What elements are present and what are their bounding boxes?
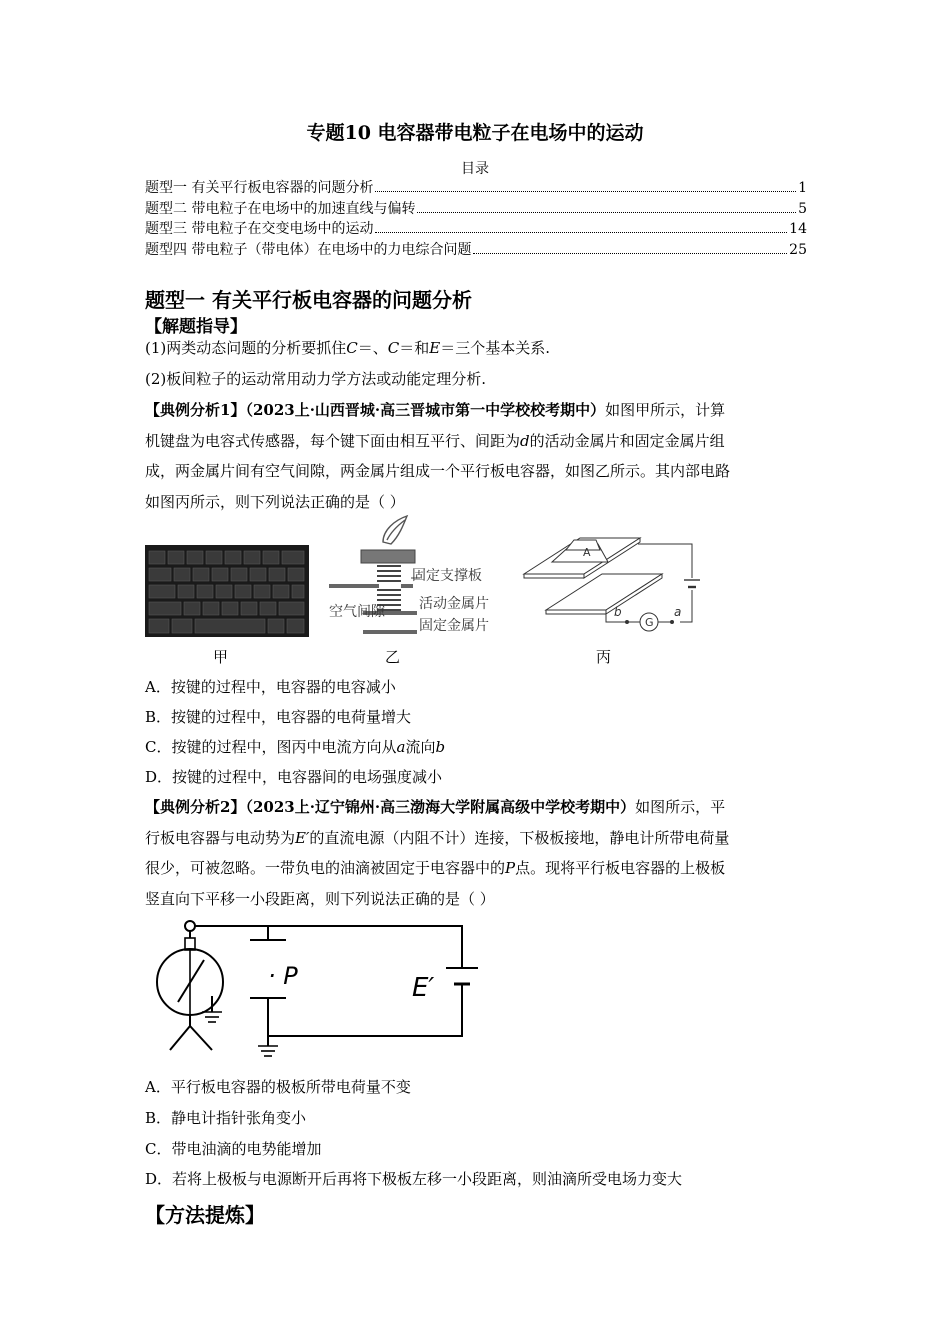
lower-plate xyxy=(546,574,662,610)
section-heading: 题型一 有关平行板电容器的问题分析 xyxy=(145,288,472,312)
option-text: 流向 xyxy=(405,738,436,756)
circuit-wire xyxy=(638,544,692,578)
example2-text-span: 的直流电源（内阻不计）连接，下极板接地，静电计所带电荷量 xyxy=(309,828,730,847)
example1-text-span: 机键盘为电容式传感器，每个键下面由相互平行、间距为 xyxy=(145,431,521,450)
example1-tag: 【典例分析1】 xyxy=(145,401,246,419)
guide-line-2: (2)板间粒子的运动常用动力学方法或动能定理分析. xyxy=(145,370,487,388)
example2-text-span: 行板电容器与电动势为 xyxy=(145,828,296,847)
example2-source: （2023上·辽宁锦州·高三渤海大学附属高级中学校考期中） xyxy=(245,798,636,816)
label-b: b xyxy=(614,605,622,619)
example2-line-1 xyxy=(145,792,807,823)
example2-line-2 xyxy=(145,823,807,854)
label-moving-plate: 活动金属片 xyxy=(419,596,489,612)
example1-line-1 xyxy=(145,395,807,426)
label-A: A xyxy=(583,546,591,559)
toc-leader xyxy=(473,253,787,254)
guide-text: ＝和 xyxy=(399,339,430,357)
toc-item-label: 题型一 有关平行板电容器的问题分析 xyxy=(145,180,374,196)
example2-line-4: 竖直向下平移一小段距离，则下列说法正确的是（ ） xyxy=(145,889,495,908)
keyboard-photo xyxy=(145,545,309,637)
symbol-b: b xyxy=(435,738,446,756)
example2-tag: 【典例分析2】 xyxy=(145,798,246,816)
label-fixed-plate: 固定金属片 xyxy=(419,618,489,634)
toc-item-label: 题型三 带电粒子在交变电场中的运动 xyxy=(145,221,374,237)
label-emf: E′ xyxy=(412,973,435,1003)
capacitor-electrometer-diagram xyxy=(150,912,480,1064)
example1-option-d[interactable]: D．按键的过程中，电容器间的电场强度减小 xyxy=(145,768,443,786)
example1-option-b[interactable]: B．按键的过程中，电容器的电荷量增大 xyxy=(145,708,412,726)
symbol-c: C xyxy=(346,339,358,357)
support-plate-right xyxy=(401,584,413,588)
example2-option-c[interactable]: C．带电油滴的电势能增加 xyxy=(145,1140,322,1158)
toc-item-page: 5 xyxy=(798,200,807,217)
symbol-a: a xyxy=(396,738,406,756)
finger-icon xyxy=(383,516,407,544)
guide-label: 【解题指导】 xyxy=(145,317,247,337)
fixed-plate xyxy=(363,630,417,634)
example2-text-span: 点。现将平行板电容器的上极板 xyxy=(515,859,726,877)
symbol-p: P xyxy=(505,859,516,877)
toc-leader xyxy=(375,191,796,192)
toc-leader xyxy=(417,212,796,213)
table-of-contents xyxy=(145,177,807,259)
example2-line-3 xyxy=(145,853,807,884)
example1-line-2 xyxy=(145,426,807,457)
circuit-wire xyxy=(680,590,692,622)
toc-item-label: 题型二 带电粒子在电场中的加速直线与偏转 xyxy=(145,200,416,217)
label-air-gap: 空气间隙 xyxy=(329,604,385,620)
figure-caption-bing: 丙 xyxy=(596,648,612,666)
electrometer-terminal xyxy=(185,921,195,931)
symbol-e: E xyxy=(429,339,441,357)
example1-text xyxy=(145,395,807,517)
example1-option-c[interactable] xyxy=(145,736,445,757)
example2-text xyxy=(145,792,807,914)
example1-option-a[interactable]: A．按键的过程中，电容器的电容减小 xyxy=(145,678,396,696)
key-structure-diagram xyxy=(325,512,510,640)
document-title: 专题10 电容器带电粒子在电场中的运动 xyxy=(306,122,644,144)
toc-item-page: 25 xyxy=(789,241,807,258)
key-cap xyxy=(361,550,415,563)
example2-text-span: 如图所示，平 xyxy=(635,798,726,816)
example1-text-span: 的活动金属片和固定金属片组 xyxy=(529,431,725,450)
label-support-plate: 固定支撑板 xyxy=(412,568,482,584)
example1-line-3: 成，两金属片间有空气间隙，两金属片组成一个平行板电容器，如图乙所示。其内部电路 xyxy=(145,462,731,480)
label-point-p: · P xyxy=(268,962,298,990)
guide-text: ＝、 xyxy=(357,339,388,357)
label-a: a xyxy=(674,605,682,619)
guide-text: (1)两类动态问题的分析要抓住 xyxy=(145,339,347,357)
example2-text-span: 很少，可被忽略。一带负电的油滴被固定于电容器中的 xyxy=(145,859,506,877)
toc-item-page: 1 xyxy=(798,180,807,196)
example2-option-b[interactable]: B．静电计指针张角变小 xyxy=(145,1109,307,1127)
circuit-wire xyxy=(195,926,268,940)
example1-line-4: 如图丙所示，则下列说法正确的是（ ） xyxy=(145,492,405,511)
toc-item-label: 题型四 带电粒子（带电体）在电场中的力电综合问题 xyxy=(145,241,472,258)
example2-option-a[interactable]: A．平行板电容器的极板所带电荷量不变 xyxy=(145,1078,411,1096)
toc-item[interactable] xyxy=(145,218,807,239)
figure-caption-jia: 甲 xyxy=(213,648,229,666)
example1-source: （2023上·山西晋城·高三晋城市第一中学校校考期中） xyxy=(245,401,606,419)
toc-item-page: 14 xyxy=(789,221,807,237)
label-G: G xyxy=(645,616,654,629)
method-label: 【方法提炼】 xyxy=(145,1203,265,1227)
toc-item[interactable] xyxy=(145,239,807,260)
toc-heading: 目录 xyxy=(461,161,489,177)
guide-text: ＝三个基本关系. xyxy=(440,339,550,357)
symbol-d: d xyxy=(520,431,530,450)
support-plate-left xyxy=(329,584,379,588)
example2-option-d[interactable]: D．若将上极板与电源断开后再将下极板左移一小段距离，则油滴所受电场力变大 xyxy=(145,1170,683,1188)
toc-item[interactable] xyxy=(145,177,807,198)
toc-leader xyxy=(375,232,787,233)
symbol-c: C xyxy=(387,339,400,357)
figure-caption-yi: 乙 xyxy=(385,648,401,666)
symbol-e-prime: E′ xyxy=(295,828,310,847)
option-text: C．按键的过程中，图丙中电流方向从 xyxy=(145,738,397,756)
toc-item[interactable] xyxy=(145,198,807,219)
example1-text-span: 如图甲所示，计算 xyxy=(605,401,726,419)
guide-line-1 xyxy=(145,333,807,364)
keyboard-circuit-diagram xyxy=(516,532,702,640)
